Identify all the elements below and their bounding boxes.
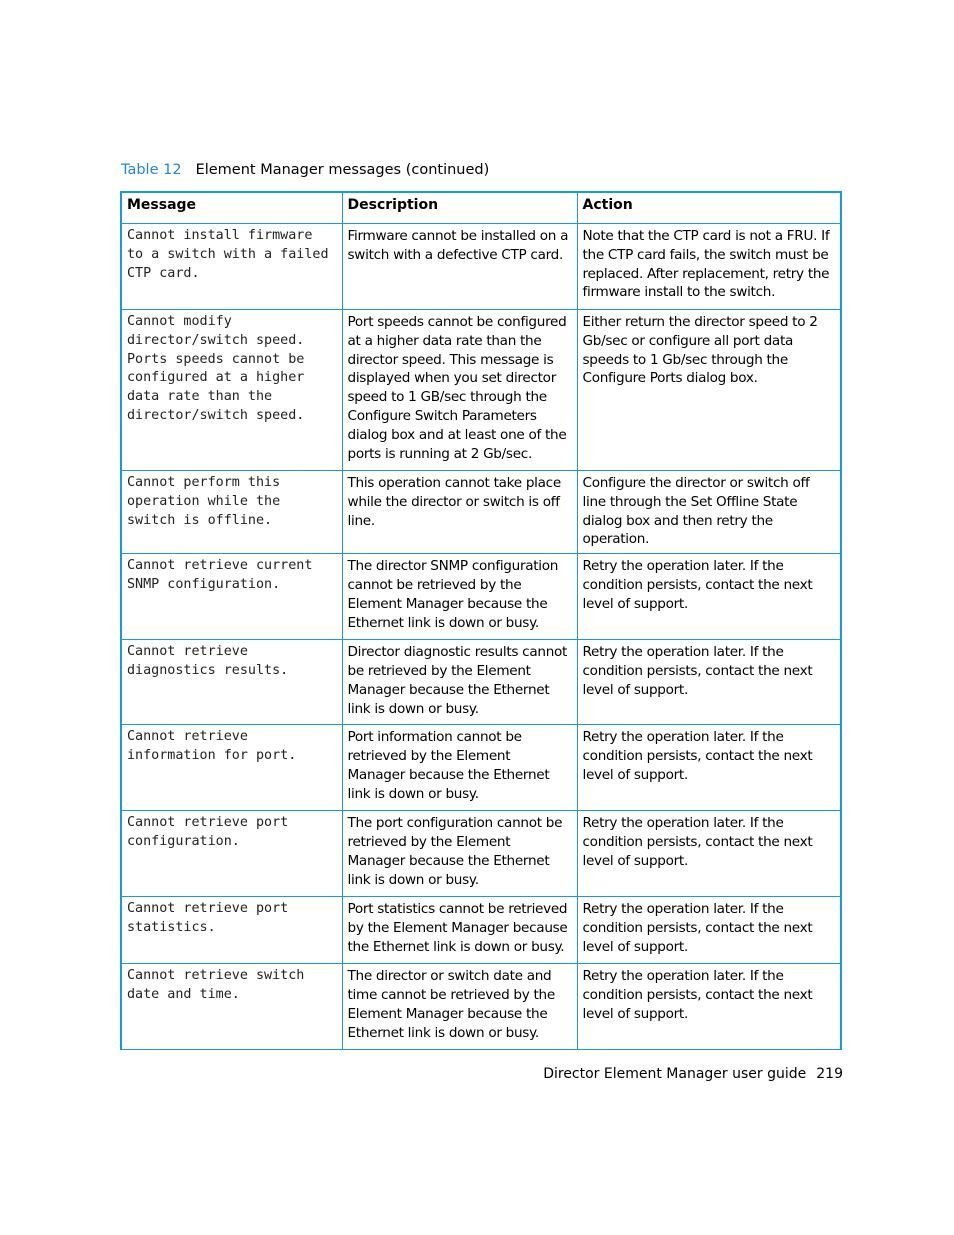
description-cell: Port speeds cannot be configured at a higher data rate than the director speed. This message is displayed when you set director speed to 1 GB/sec through the Configure Switch Parameters dialog box and at least one of the ports is running at 2 Gb/sec. bbox=[342, 310, 577, 471]
description-cell: This operation cannot take place while the director or switch is off line. bbox=[342, 471, 577, 554]
table-header-row bbox=[122, 193, 840, 224]
action-cell: Retry the operation later. If the condition persists, contact the next level of support. bbox=[577, 811, 840, 897]
action-cell: Retry the operation later. If the condition persists, contact the next level of support. bbox=[577, 725, 840, 811]
action-cell: Retry the operation later. If the condition persists, contact the next level of support. bbox=[577, 554, 840, 640]
action-cell: Retry the operation later. If the condition persists, contact the next level of support. bbox=[577, 897, 840, 964]
message-cell: Cannot retrieve diagnostics results. bbox=[122, 640, 342, 725]
action-cell: Either return the director speed to 2 Gb/sec or configure all port data speeds to 1 Gb/sec through the Configure Ports dialog box. bbox=[577, 310, 840, 471]
description-cell: The port configuration cannot be retrieved by the Element Manager because the Ethernet link is down or busy. bbox=[342, 811, 577, 897]
message-cell: Cannot retrieve port configuration. bbox=[122, 811, 342, 897]
action-cell: Note that the CTP card is not a FRU. If the CTP card fails, the switch must be replaced. After replacement, retry the firmware install to the switch. bbox=[577, 224, 840, 310]
action-cell: Retry the operation later. If the condition persists, contact the next level of support. bbox=[577, 640, 840, 725]
page-footer bbox=[543, 1066, 843, 1082]
description-cell: Port statistics cannot be retrieved by the Element Manager because the Ethernet link is down or busy. bbox=[342, 897, 577, 964]
action-cell: Retry the operation later. If the condition persists, contact the next level of support. bbox=[582, 968, 813, 1022]
description-cell: Port information cannot be retrieved by the Element Manager because the Ethernet link is down or busy. bbox=[342, 725, 577, 811]
action-cell: Configure the director or switch off line through the Set Offline State dialog box and then retry the operation. bbox=[577, 471, 840, 554]
table-row bbox=[122, 224, 840, 310]
messages-table bbox=[122, 193, 840, 1049]
table-row bbox=[122, 811, 840, 897]
table-row bbox=[122, 640, 840, 725]
table-caption bbox=[121, 162, 489, 178]
column-header-description: Description bbox=[342, 193, 577, 224]
message-cell: Cannot perform this operation while the switch is offline. bbox=[122, 471, 342, 554]
page-number: 219 bbox=[816, 1066, 843, 1082]
table-row bbox=[122, 310, 840, 471]
table-number: Table 12 bbox=[121, 162, 182, 178]
table-row bbox=[122, 897, 840, 964]
column-header-action: Action bbox=[577, 193, 840, 224]
table-row bbox=[122, 471, 840, 554]
description-cell: The director or switch date and time cannot be retrieved by the Element Manager because the Ethernet link is down or busy. bbox=[342, 964, 577, 1049]
description-cell: Firmware cannot be installed on a switch with a defective CTP card. bbox=[342, 224, 577, 310]
table-title: Element Manager messages (continued) bbox=[195, 162, 490, 178]
messages-table-container bbox=[120, 191, 842, 1050]
message-cell: Cannot retrieve current SNMP configuration. bbox=[122, 554, 342, 640]
column-header-message: Message bbox=[122, 193, 342, 224]
description-cell: The director SNMP configuration cannot be retrieved by the Element Manager because the Ethernet link is down or busy. bbox=[342, 554, 577, 640]
message-cell: Cannot modify director/switch speed. Ports speeds cannot be configured at a higher data rate than the director/switch speed. bbox=[122, 310, 342, 471]
message-cell: Cannot retrieve switch date and time. bbox=[122, 964, 342, 1049]
table-row bbox=[122, 725, 840, 811]
message-cell: Cannot retrieve information for port. bbox=[122, 725, 342, 811]
message-cell: Cannot retrieve port statistics. bbox=[122, 897, 342, 964]
table-row bbox=[122, 554, 840, 640]
description-cell: Director diagnostic results cannot be retrieved by the Element Manager because the Ethernet link is down or busy. bbox=[342, 640, 577, 725]
table-row bbox=[122, 964, 840, 1049]
footer-doc-title: Director Element Manager user guide bbox=[543, 1066, 807, 1082]
message-cell: Cannot install firmware to a switch with a failed CTP card. bbox=[122, 224, 342, 310]
